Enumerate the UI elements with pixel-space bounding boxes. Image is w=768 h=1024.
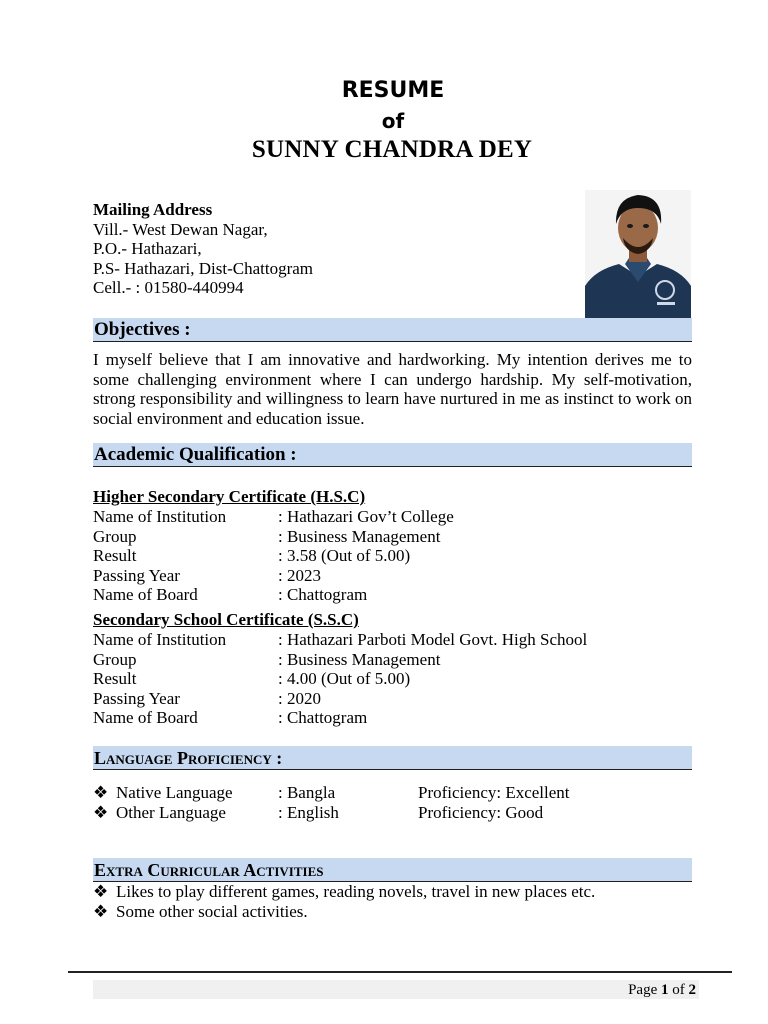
hsc-row [93, 566, 454, 586]
objectives-text: I myself believe that I am innovative and hardworking. My intention derives me to some challenging environment where I can undergo hardship. My self-motivation, strong responsibility and willingness to learn have nurtured in me as instinct to work on social environment and education issue. [93, 350, 692, 428]
list-item [93, 882, 595, 902]
hsc-row [93, 507, 454, 527]
row-value: : 4.00 (Out of 5.00) [278, 669, 411, 689]
address-line: Vill.- West Dewan Nagar, [93, 219, 268, 239]
hsc-row [93, 527, 454, 547]
hsc-title: Higher Secondary Certificate (H.S.C) [93, 487, 366, 506]
language-proficiency: Proficiency: Excellent [418, 783, 570, 802]
language-value: : Bangla [278, 783, 336, 802]
language-header [93, 746, 692, 770]
ssc-row [93, 708, 587, 728]
mailing-heading: Mailing Address [93, 200, 213, 219]
activity-text: Some other social activities. [116, 901, 308, 921]
list-item [93, 902, 595, 922]
ssc-row [93, 689, 587, 709]
extra-heading: Extra Curricular Activities [94, 860, 324, 880]
resume-of: of [381, 109, 405, 133]
ssc-title: Secondary School Certificate (S.S.C) [93, 610, 359, 629]
ssc-details [93, 630, 587, 728]
extra-header [93, 858, 692, 882]
of-word: of [672, 982, 685, 998]
row-value: : Business Management [278, 649, 441, 669]
row-value: : Chattogram [278, 708, 368, 728]
footer-bar [93, 980, 699, 999]
language-row [93, 783, 570, 803]
activity-text: Likes to play different games, reading novels, travel in new places etc. [116, 882, 596, 901]
row-label: Passing Year [93, 565, 180, 585]
row-label: Name of Institution [93, 630, 227, 649]
language-list [93, 783, 570, 822]
ssc-row [93, 630, 587, 650]
row-value: : Hathazari Gov’t College [278, 507, 454, 526]
footer-divider [68, 971, 732, 973]
row-label: Group [93, 649, 137, 669]
row-label: Result [93, 546, 137, 566]
portrait-image [585, 190, 691, 318]
resume-title: RESUME [341, 78, 445, 103]
total-pages: 2 [688, 982, 696, 998]
page-number [628, 981, 696, 999]
row-label: Name of Board [93, 708, 198, 728]
language-value: : English [278, 802, 339, 822]
language-label: Other Language [116, 802, 226, 822]
row-label: Group [93, 526, 137, 546]
page-word: Page [628, 982, 658, 998]
diamond-bullet-icon: ❖ [93, 802, 109, 822]
hsc-row [93, 546, 454, 566]
academic-header [93, 443, 692, 467]
academic-heading: Academic Qualification : [94, 444, 297, 465]
language-proficiency: Proficiency: Good [418, 802, 544, 822]
row-label: Result [93, 669, 137, 689]
address-line: P.O.- Hathazari, [93, 239, 202, 259]
diamond-bullet-icon: ❖ [93, 901, 109, 921]
row-label: Name of Institution [93, 507, 227, 526]
diamond-bullet-icon: ❖ [93, 783, 109, 802]
row-value: : 2020 [278, 688, 321, 708]
hsc-row [93, 585, 454, 605]
row-value: : Chattogram [278, 585, 368, 605]
language-label: Native Language [116, 783, 233, 802]
profile-photo [585, 190, 691, 318]
ssc-row [93, 669, 587, 689]
hsc-details [93, 507, 454, 605]
row-value: : 3.58 (Out of 5.00) [278, 546, 411, 566]
extra-list [93, 882, 595, 921]
language-row [93, 803, 570, 823]
mailing-address [93, 200, 313, 298]
objectives-heading: Objectives : [94, 319, 191, 340]
candidate-name: SUNNY CHANDRA DEY [251, 136, 533, 163]
objectives-header [93, 318, 692, 342]
diamond-bullet-icon: ❖ [93, 882, 109, 901]
row-label: Name of Board [93, 585, 198, 605]
row-value: : Business Management [278, 526, 441, 546]
address-line: P.S- Hathazari, Dist-Chattogram [93, 258, 314, 278]
language-heading: Language Proficiency : [94, 748, 283, 768]
row-value: : 2023 [278, 565, 321, 585]
row-value: : Hathazari Parboti Model Govt. High School [278, 630, 588, 649]
current-page: 1 [661, 982, 669, 998]
cell-number: Cell.- : 01580-440994 [93, 278, 244, 298]
ssc-row [93, 650, 587, 670]
row-label: Passing Year [93, 688, 180, 708]
